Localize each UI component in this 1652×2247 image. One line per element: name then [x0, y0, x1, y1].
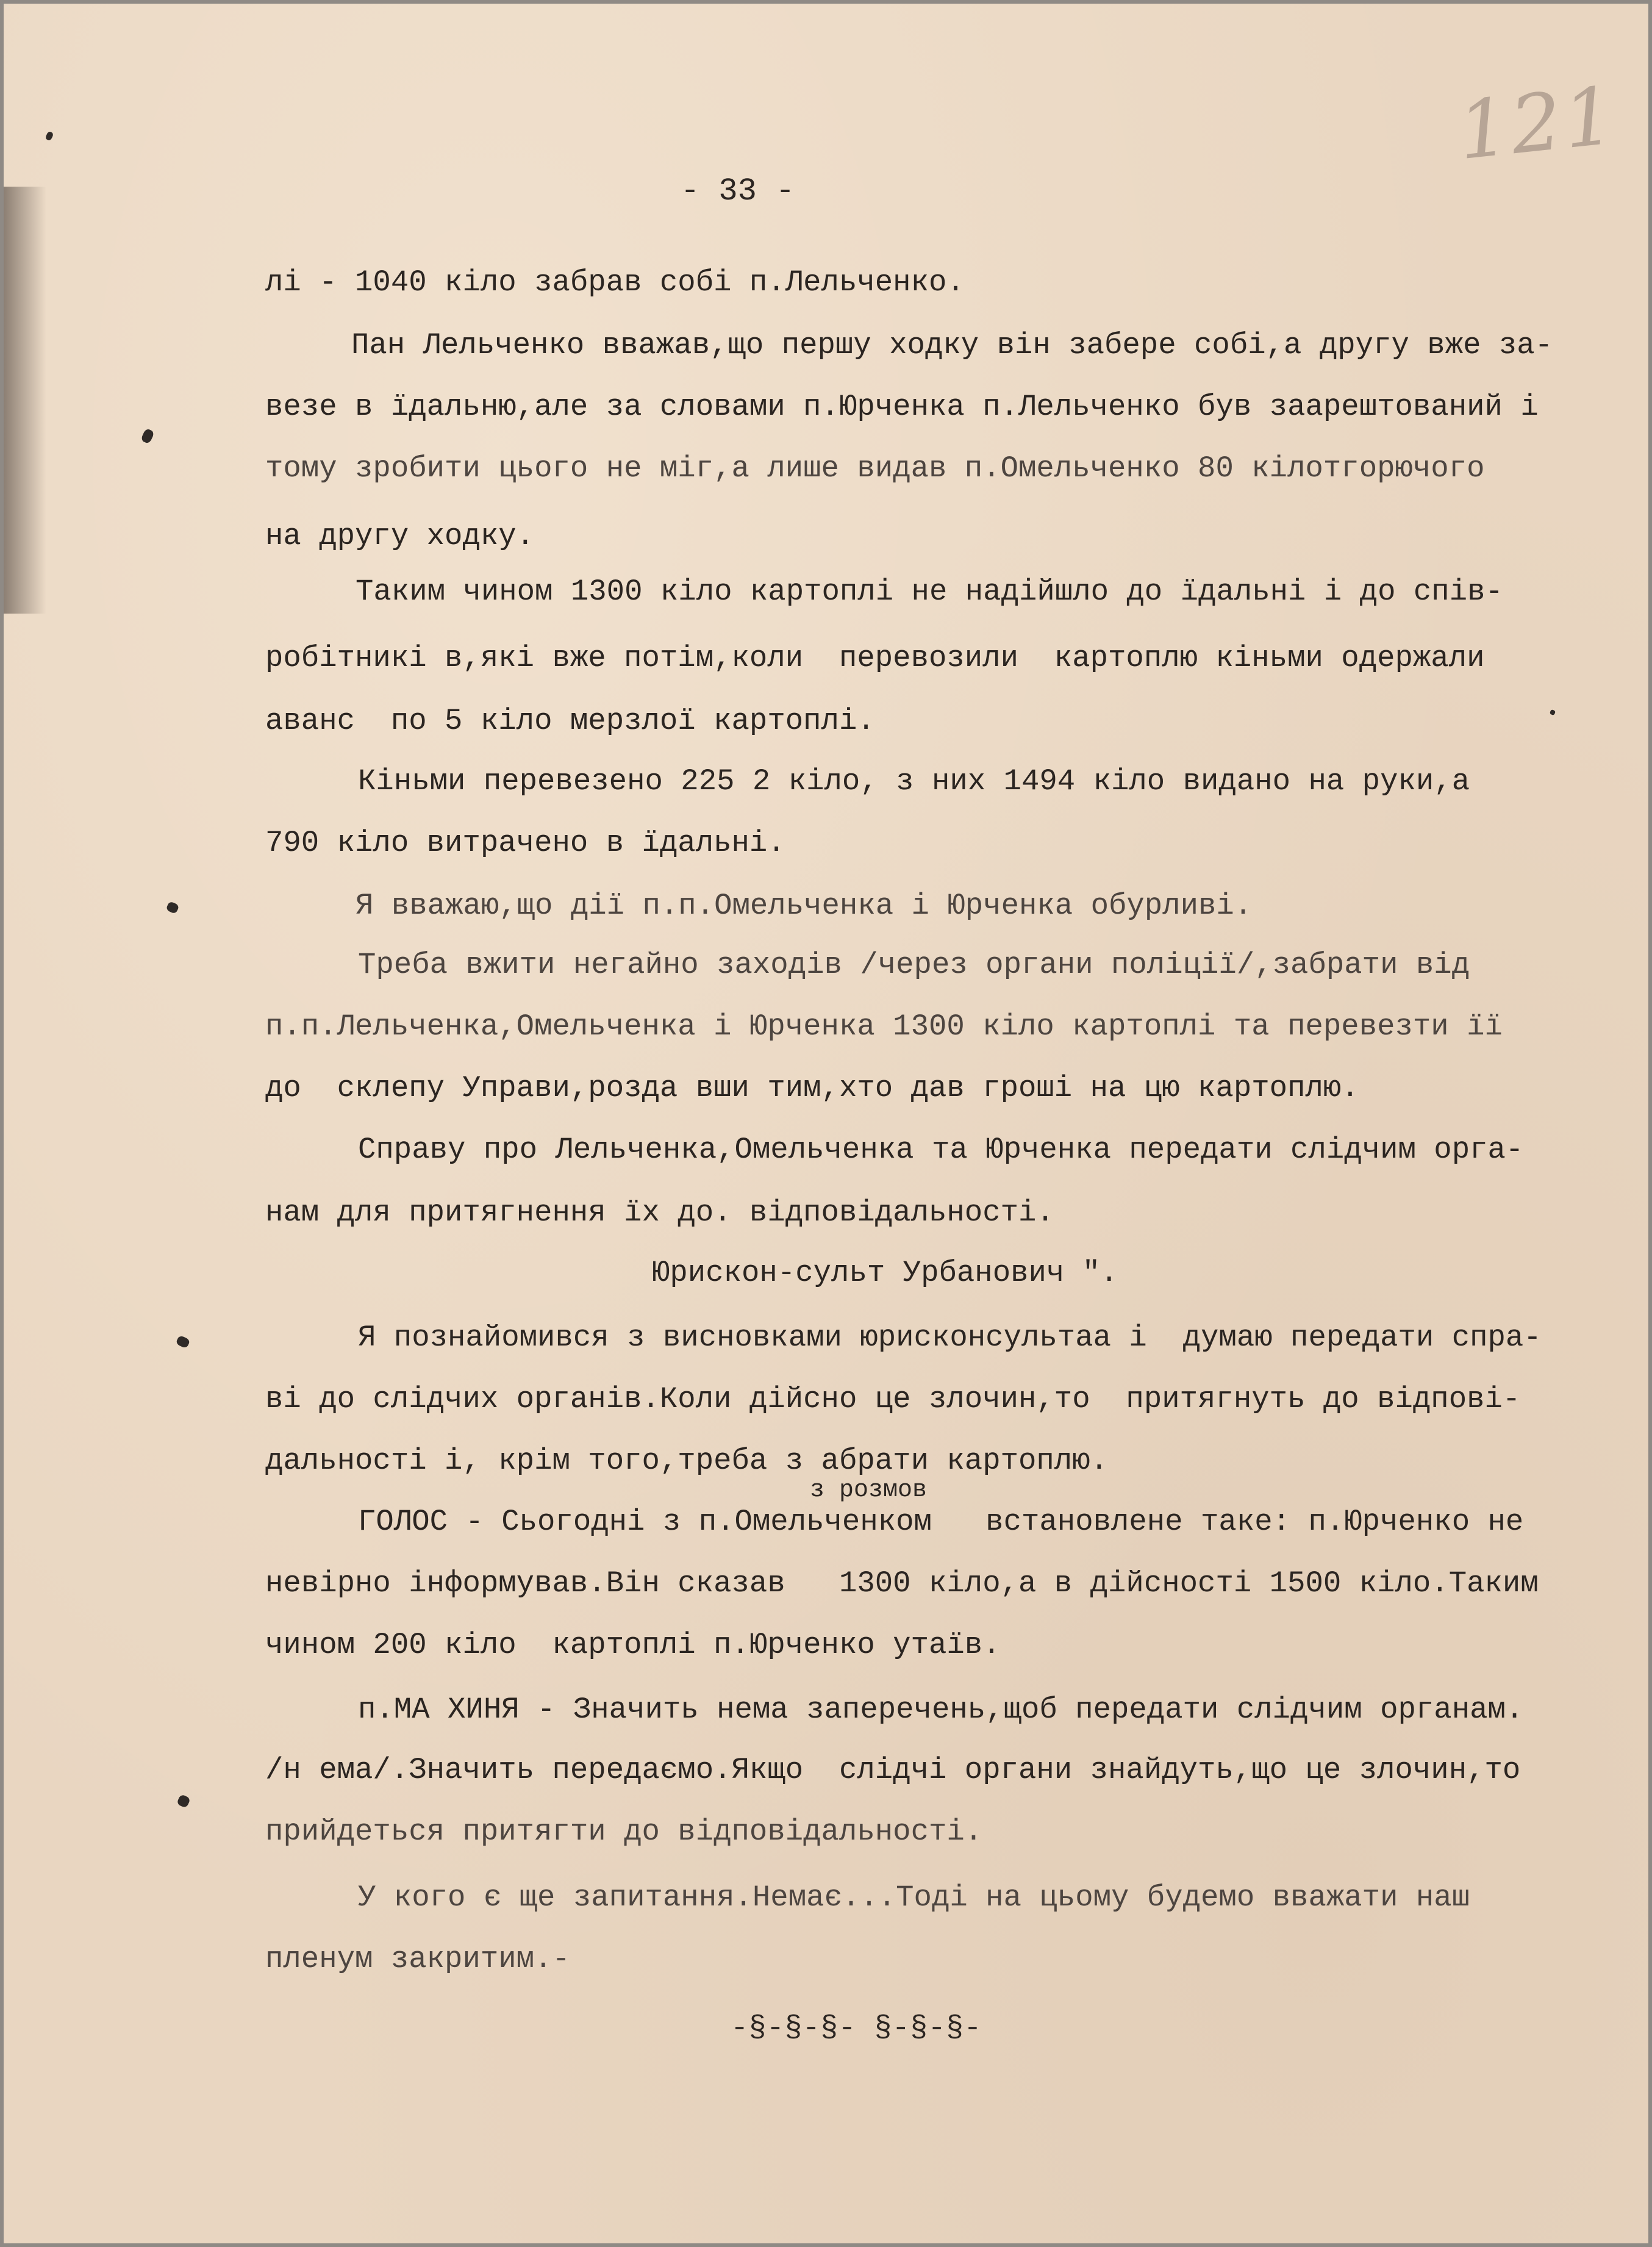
- text-line: п.п.Лельченка,Омельченка і Юрченка 1300 кіло картоплі та перевезти її: [265, 1009, 1503, 1044]
- text-line: Кіньми перевезено 225 2 кіло, з них 1494 кіло видано на руки,а: [358, 764, 1470, 798]
- ink-mark: [176, 1335, 191, 1349]
- text-line: нам для притягнення їх до. відповідальності.: [265, 1195, 1054, 1230]
- ink-mark: [165, 901, 179, 914]
- text-line: лі - 1040 кіло забрав собі п.Лельченко.: [265, 265, 965, 299]
- text-line: 790 кіло витрачено в їдальні.: [265, 826, 785, 860]
- text-line: робітникі в,які вже потім,коли перевозили картоплю кіньми одержали: [265, 641, 1485, 675]
- document-page: [4, 4, 1648, 2243]
- page-number: - 33 -: [681, 173, 795, 209]
- ink-mark: [1550, 709, 1556, 716]
- text-line: тому зробити цього не міг,а лише видав п.Омельченко 80 кілотгорючого: [265, 451, 1485, 486]
- text-line: Я вважаю,що дії п.п.Омельченка і Юрченка обурливі.: [356, 889, 1253, 923]
- text-line: Справу про Лельченка,Омельченка та Юрченка передати слідчим орга-: [358, 1133, 1524, 1167]
- text-line: везе в їдальню,але за словами п.Юрченка п.Лельченко був заарештований і: [265, 390, 1539, 424]
- closing-separator: -§-§-§- §-§-§-: [731, 2011, 982, 2045]
- text-line: аванс по 5 кіло мерзлої картоплі.: [265, 704, 875, 738]
- signature-line: Юрискон-сульт Урбанович ".: [652, 1256, 1118, 1290]
- text-line: ГОЛОС - Сьогодні з п.Омельченком встановлене таке: п.Юрченко не: [358, 1505, 1524, 1539]
- text-line: Я познайомився з висновками юрисконсультаа і думаю передати спра-: [358, 1321, 1542, 1355]
- text-line: У кого є ще запитання.Немає...Тоді на цьому будемо вважати наш: [358, 1880, 1470, 1915]
- text-line: Треба вжити негайно заходів /через органи поліції/,забрати від: [358, 948, 1470, 982]
- ink-mark: [176, 1794, 191, 1808]
- text-line: пленум закритим.-: [265, 1942, 570, 1976]
- text-line: на другу ходку.: [265, 519, 535, 553]
- text-line: прийдеться притягти до відповідальності.: [265, 1815, 983, 1849]
- text-line: Таким чином 1300 кіло картоплі не надійшло до їдальні і до спів-: [356, 575, 1503, 609]
- archive-number: 121: [1453, 68, 1622, 178]
- ink-mark: [140, 428, 155, 445]
- typed-insertion: з розмов: [810, 1477, 928, 1504]
- text-line: Пан Лельченко вважав,що першу ходку він забере собі,а другу вже за-: [351, 328, 1553, 362]
- text-line: дальності і, крім того,треба з абрати картоплю.: [265, 1444, 1109, 1478]
- text-line: чином 200 кіло картоплі п.Юрченко утаїв.: [265, 1628, 1001, 1662]
- text-line: ві до слідчих органів.Коли дійсно це злочин,то притягнуть до відпові-: [265, 1382, 1521, 1416]
- text-line: п.МА ХИНЯ - Значить нема заперечень,щоб передати слідчим органам.: [358, 1693, 1524, 1727]
- text-line: невірно інформував.Він сказав 1300 кіло,а в дійсності 1500 кіло.Таким: [265, 1566, 1539, 1600]
- text-line: /н ема/.Значить передаємо.Якщо слідчі органи знайдуть,що це злочин,то: [265, 1753, 1521, 1787]
- ink-mark: [45, 131, 54, 142]
- text-line: до склепу Управи,розда вши тим,хто дав гроші на цю картоплю.: [265, 1071, 1359, 1105]
- scan-edge-shadow: [4, 187, 46, 614]
